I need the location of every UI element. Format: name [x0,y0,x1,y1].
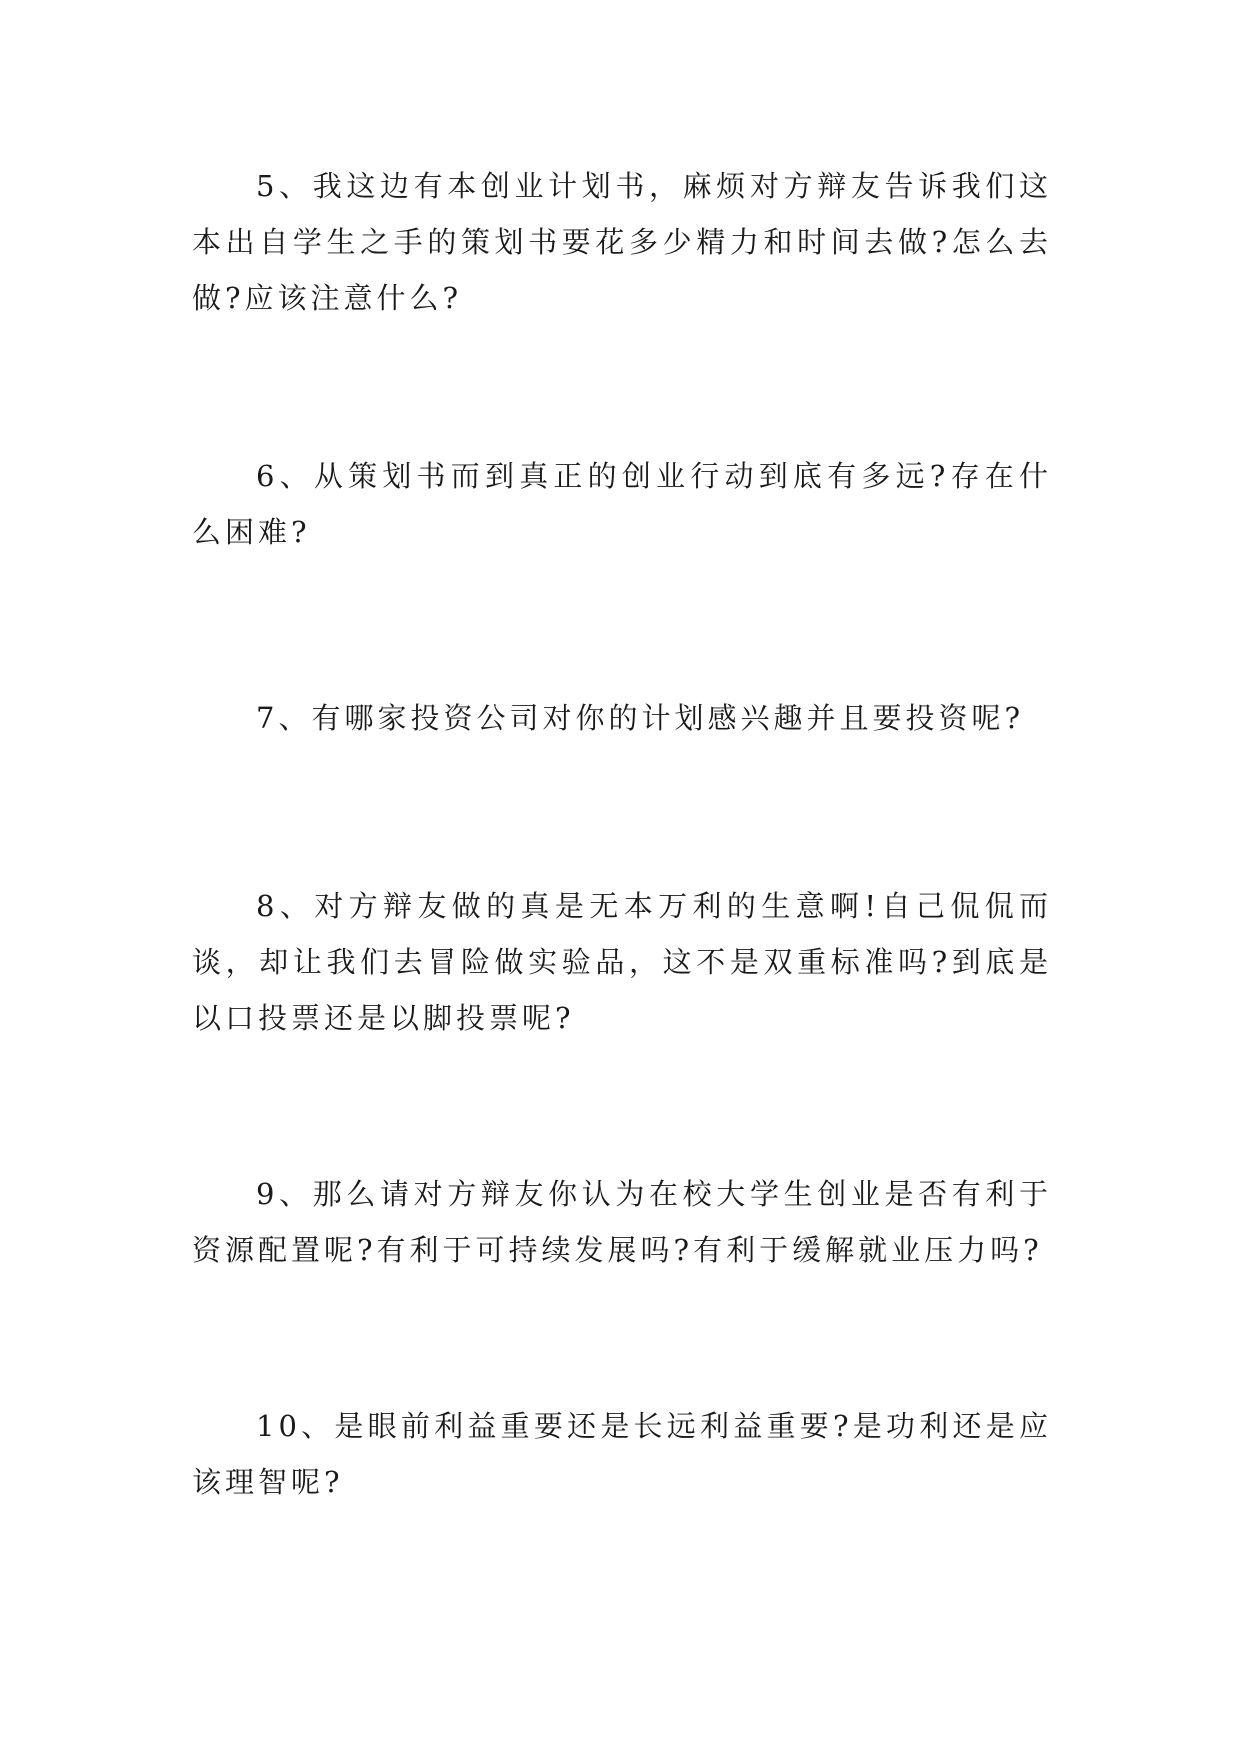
question-paragraph-10: 10、是眼前利益重要还是长远利益重要?是功利还是应该理智呢? [192,1409,1052,1499]
question-paragraph-5: 5、我这边有本创业计划书，麻烦对方辩友告诉我们这本出自学生之手的策划书要花多少精力和时间去做?怎么去做?应该注意什么? [192,169,1052,315]
question-paragraph-9: 9、那么请对方辩友你认为在校大学生创业是否有利于资源配置呢?有利于可持续发展吗?有利于缓解就业压力吗? [192,1177,1052,1267]
question-paragraph-6: 6、从策划书而到真正的创业行动到底有多远?存在什么困难? [192,459,1052,549]
question-paragraph-7: 7、有哪家投资公司对你的计划感兴趣并且要投资呢? [256,701,1024,735]
question-paragraph-8: 8、对方辩友做的真是无本万利的生意啊!自己侃侃而谈，却让我们去冒险做实验品，这不是双重标准吗?到底是以口投票还是以脚投票呢? [192,889,1052,1035]
